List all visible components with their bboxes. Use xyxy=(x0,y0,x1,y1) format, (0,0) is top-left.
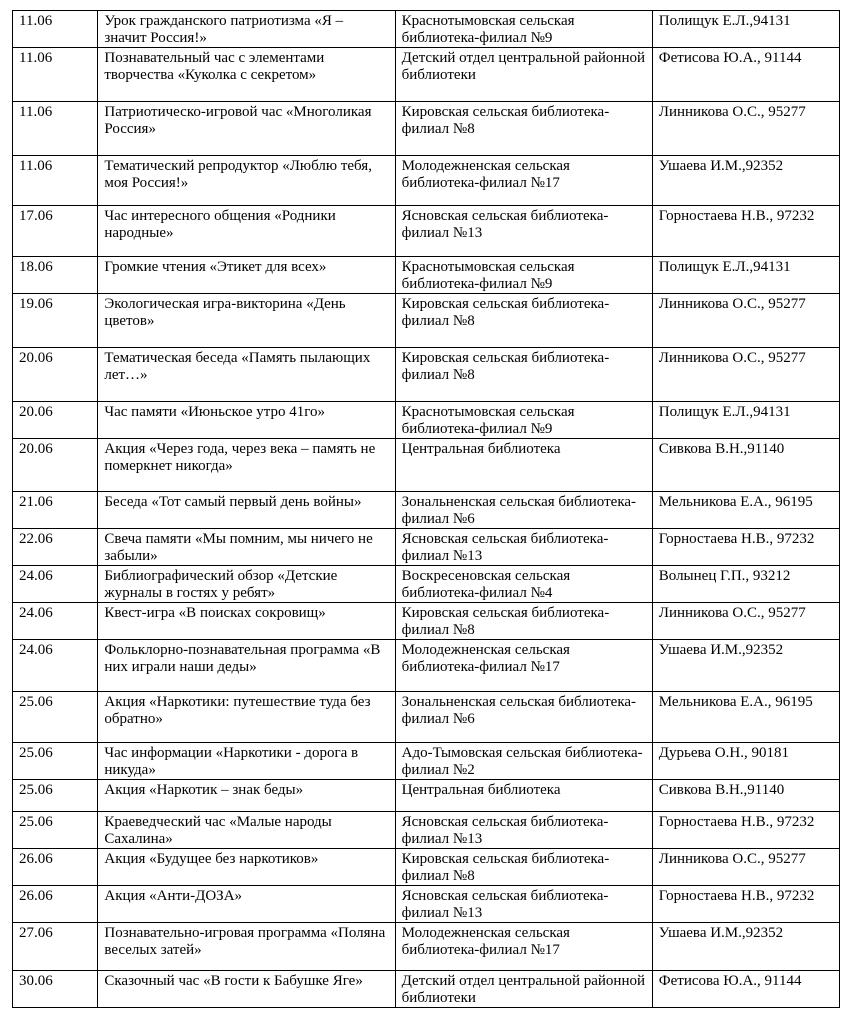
event-cell: Час информации «Наркотики - дорога в никуда» xyxy=(98,743,395,780)
date-cell: 20.06 xyxy=(13,402,98,439)
place-cell: Центральная библиотека xyxy=(395,439,652,492)
responsible-cell: Ушаева И.М.,92352 xyxy=(652,640,839,692)
place-cell: Ясновская сельская библиотека-филиал №13 xyxy=(395,886,652,923)
responsible-cell: Ушаева И.М.,92352 xyxy=(652,923,839,971)
table-row xyxy=(13,640,840,692)
responsible-cell: Горностаева Н.В., 97232 xyxy=(652,886,839,923)
responsible-cell: Полищук Е.Л.,94131 xyxy=(652,257,839,294)
date-cell: 30.06 xyxy=(13,971,98,1008)
place-cell: Краснотымовская сельская библиотека-филиал №9 xyxy=(395,402,652,439)
event-cell: Час интересного общения «Родники народные» xyxy=(98,206,395,257)
table-row xyxy=(13,780,840,812)
event-cell: Громкие чтения «Этикет для всех» xyxy=(98,257,395,294)
table-row xyxy=(13,692,840,743)
event-cell: Экологическая игра-викторина «День цветов» xyxy=(98,294,395,348)
responsible-cell: Линникова О.С., 95277 xyxy=(652,603,839,640)
responsible-cell: Полищук Е.Л.,94131 xyxy=(652,11,839,48)
place-cell: Детский отдел центральной районной библиотеки xyxy=(395,971,652,1008)
responsible-cell: Сивкова В.Н.,91140 xyxy=(652,780,839,812)
event-cell: Тематический репродуктор «Люблю тебя, моя Россия!» xyxy=(98,156,395,206)
place-cell: Ясновская сельская библиотека-филиал №13 xyxy=(395,529,652,566)
date-cell: 24.06 xyxy=(13,603,98,640)
event-cell: Акция «Через года, через века – память не померкнет никогда» xyxy=(98,439,395,492)
table-row xyxy=(13,102,840,156)
responsible-cell: Линникова О.С., 95277 xyxy=(652,294,839,348)
date-cell: 26.06 xyxy=(13,849,98,886)
event-cell: Фольклорно-познавательная программа «В них играли наши деды» xyxy=(98,640,395,692)
responsible-cell: Горностаева Н.В., 97232 xyxy=(652,812,839,849)
responsible-cell: Ушаева И.М.,92352 xyxy=(652,156,839,206)
table-row xyxy=(13,566,840,603)
table-row xyxy=(13,492,840,529)
event-cell: Сказочный час «В гости к Бабушке Яге» xyxy=(98,971,395,1008)
event-cell: Акция «Будущее без наркотиков» xyxy=(98,849,395,886)
table-row xyxy=(13,48,840,102)
event-cell: Свеча памяти «Мы помним, мы ничего не забыли» xyxy=(98,529,395,566)
table-row xyxy=(13,603,840,640)
table-row xyxy=(13,402,840,439)
table-row xyxy=(13,886,840,923)
event-cell: Час памяти «Июньское утро 41го» xyxy=(98,402,395,439)
responsible-cell: Линникова О.С., 95277 xyxy=(652,102,839,156)
date-cell: 20.06 xyxy=(13,439,98,492)
place-cell: Кировская сельская библиотека-филиал №8 xyxy=(395,102,652,156)
responsible-cell: Полищук Е.Л.,94131 xyxy=(652,402,839,439)
event-cell: Акция «Наркотики: путешествие туда без обратно» xyxy=(98,692,395,743)
place-cell: Зональненская сельская библиотека-филиал №6 xyxy=(395,692,652,743)
responsible-cell: Мельникова Е.А., 96195 xyxy=(652,692,839,743)
event-cell: Тематическая беседа «Память пылающих лет…» xyxy=(98,348,395,402)
date-cell: 22.06 xyxy=(13,529,98,566)
place-cell: Кировская сельская библиотека-филиал №8 xyxy=(395,348,652,402)
date-cell: 21.06 xyxy=(13,492,98,529)
table-row xyxy=(13,529,840,566)
event-cell: Библиографический обзор «Детские журналы в гостях у ребят» xyxy=(98,566,395,603)
date-cell: 11.06 xyxy=(13,156,98,206)
responsible-cell: Фетисова Ю.А., 91144 xyxy=(652,48,839,102)
responsible-cell: Дурьева О.Н., 90181 xyxy=(652,743,839,780)
event-cell: Патриотическо-игровой час «Многоликая Россия» xyxy=(98,102,395,156)
place-cell: Ясновская сельская библиотека-филиал №13 xyxy=(395,812,652,849)
place-cell: Воскресеновская сельская библиотека-филиал №4 xyxy=(395,566,652,603)
date-cell: 25.06 xyxy=(13,780,98,812)
responsible-cell: Линникова О.С., 95277 xyxy=(652,849,839,886)
responsible-cell: Линникова О.С., 95277 xyxy=(652,348,839,402)
place-cell: Кировская сельская библиотека-филиал №8 xyxy=(395,603,652,640)
responsible-cell: Горностаева Н.В., 97232 xyxy=(652,206,839,257)
responsible-cell: Волынец Г.П., 93212 xyxy=(652,566,839,603)
date-cell: 18.06 xyxy=(13,257,98,294)
place-cell: Зональненская сельская библиотека-филиал №6 xyxy=(395,492,652,529)
event-cell: Беседа «Тот самый первый день войны» xyxy=(98,492,395,529)
date-cell: 24.06 xyxy=(13,640,98,692)
date-cell: 25.06 xyxy=(13,812,98,849)
place-cell: Центральная библиотека xyxy=(395,780,652,812)
date-cell: 25.06 xyxy=(13,743,98,780)
date-cell: 19.06 xyxy=(13,294,98,348)
table-row xyxy=(13,206,840,257)
date-cell: 20.06 xyxy=(13,348,98,402)
date-cell: 11.06 xyxy=(13,102,98,156)
place-cell: Молодежненская сельская библиотека-филиал №17 xyxy=(395,640,652,692)
place-cell: Краснотымовская сельская библиотека-филиал №9 xyxy=(395,11,652,48)
event-cell: Краеведческий час «Малые народы Сахалина» xyxy=(98,812,395,849)
table-row xyxy=(13,257,840,294)
place-cell: Молодежненская сельская библиотека-филиал №17 xyxy=(395,923,652,971)
place-cell: Кировская сельская библиотека-филиал №8 xyxy=(395,849,652,886)
event-cell: Акция «Наркотик – знак беды» xyxy=(98,780,395,812)
place-cell: Ясновская сельская библиотека-филиал №13 xyxy=(395,206,652,257)
date-cell: 11.06 xyxy=(13,48,98,102)
events-table xyxy=(12,10,840,1008)
place-cell: Детский отдел центральной районной библиотеки xyxy=(395,48,652,102)
place-cell: Адо-Тымовская сельская библиотека-филиал №2 xyxy=(395,743,652,780)
event-cell: Квест-игра «В поисках сокровищ» xyxy=(98,603,395,640)
date-cell: 26.06 xyxy=(13,886,98,923)
date-cell: 11.06 xyxy=(13,11,98,48)
date-cell: 17.06 xyxy=(13,206,98,257)
date-cell: 25.06 xyxy=(13,692,98,743)
date-cell: 24.06 xyxy=(13,566,98,603)
responsible-cell: Сивкова В.Н.,91140 xyxy=(652,439,839,492)
event-cell: Акция «Анти-ДОЗА» xyxy=(98,886,395,923)
table-row xyxy=(13,439,840,492)
place-cell: Кировская сельская библиотека-филиал №8 xyxy=(395,294,652,348)
place-cell: Краснотымовская сельская библиотека-филиал №9 xyxy=(395,257,652,294)
table-row xyxy=(13,294,840,348)
table-row xyxy=(13,971,840,1008)
table-row xyxy=(13,11,840,48)
table-row xyxy=(13,156,840,206)
table-row xyxy=(13,348,840,402)
date-cell: 27.06 xyxy=(13,923,98,971)
place-cell: Молодежненская сельская библиотека-филиал №17 xyxy=(395,156,652,206)
event-cell: Познавательно-игровая программа «Поляна веселых затей» xyxy=(98,923,395,971)
table-row xyxy=(13,849,840,886)
table-row xyxy=(13,923,840,971)
responsible-cell: Фетисова Ю.А., 91144 xyxy=(652,971,839,1008)
table-row xyxy=(13,812,840,849)
event-cell: Познавательный час с элементами творчества «Куколка с секретом» xyxy=(98,48,395,102)
events-table-body xyxy=(13,11,840,1008)
responsible-cell: Мельникова Е.А., 96195 xyxy=(652,492,839,529)
table-row xyxy=(13,743,840,780)
event-cell: Урок гражданского патриотизма «Я – значит Россия!» xyxy=(98,11,395,48)
responsible-cell: Горностаева Н.В., 97232 xyxy=(652,529,839,566)
